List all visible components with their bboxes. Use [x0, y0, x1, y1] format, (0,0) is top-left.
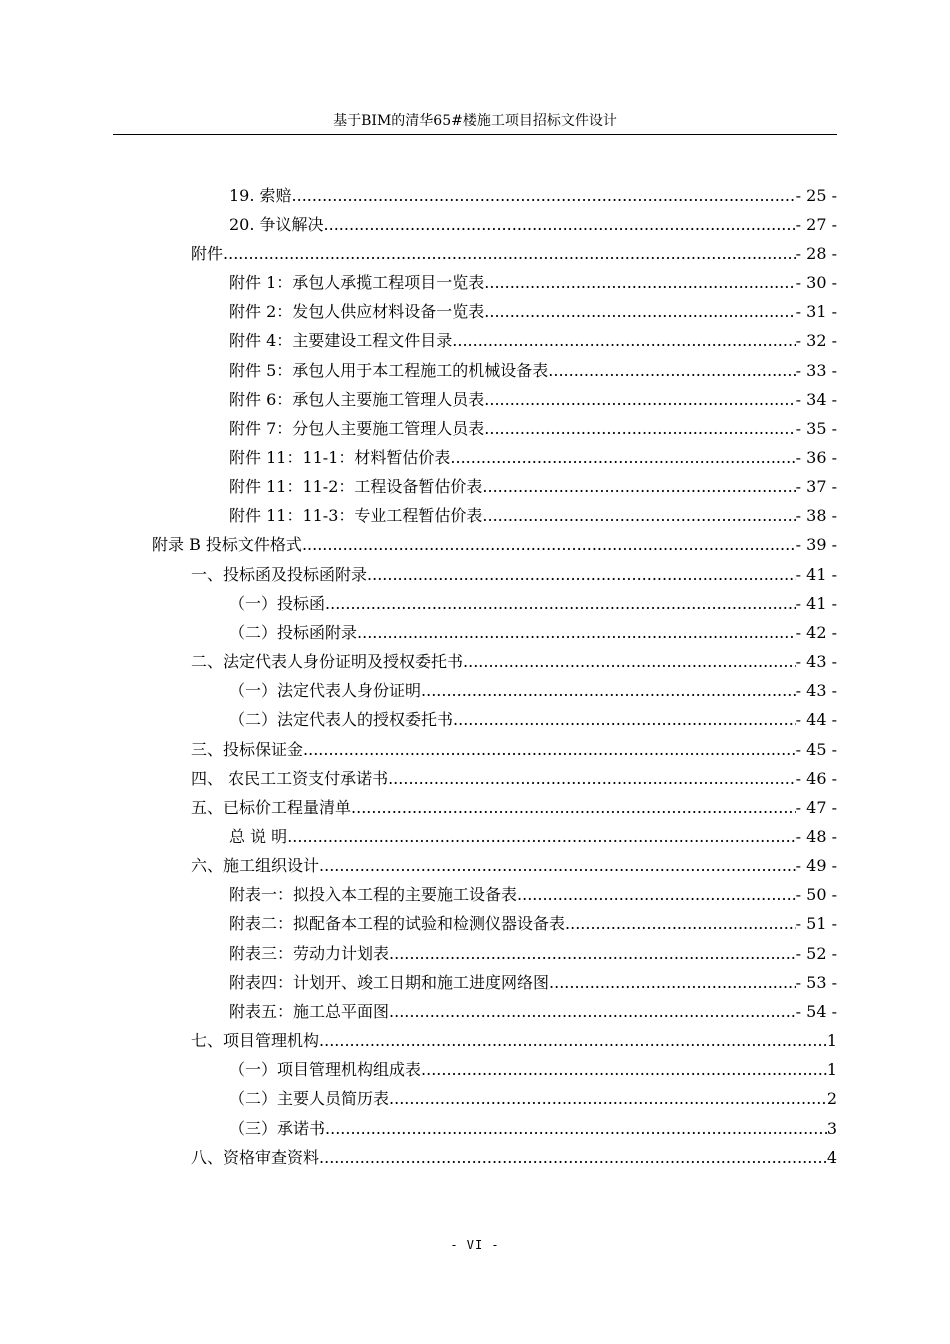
toc-entry[interactable] — [0, 910, 950, 939]
toc-entry[interactable] — [0, 414, 950, 443]
toc-entry-title: 附表五：施工总平面图 — [229, 1001, 390, 1021]
toc-entry[interactable] — [0, 1114, 950, 1143]
toc-entry[interactable] — [0, 1143, 950, 1172]
toc-dot-leader — [389, 1089, 827, 1109]
toc-entry[interactable] — [0, 239, 950, 268]
toc-entry-title: 五、已标价工程量清单 — [191, 797, 352, 817]
toc-entry[interactable] — [0, 1027, 950, 1056]
toc-dot-leader — [482, 477, 795, 497]
header-rule — [113, 134, 837, 135]
toc-dot-leader — [517, 885, 796, 905]
toc-dot-leader — [484, 419, 795, 439]
toc-dot-leader — [484, 390, 795, 410]
toc-dot-leader — [325, 1119, 827, 1139]
toc-entry-page: - 31 - — [795, 302, 837, 322]
toc-entry-page: - 28 - — [795, 243, 837, 263]
toc-entry-title: 附件 11：11-3：专业工程暂估价表 — [229, 506, 483, 526]
toc-entry[interactable] — [0, 1085, 950, 1114]
toc-entry-page: 1 — [826, 1031, 837, 1051]
toc-entry-page: - 41 - — [795, 564, 837, 584]
toc-entry-page: - 49 - — [795, 856, 837, 876]
toc-entry-page: - 50 - — [795, 885, 837, 905]
toc-entry[interactable] — [0, 793, 950, 822]
toc-dot-leader — [388, 769, 796, 789]
toc-entry[interactable] — [0, 706, 950, 735]
toc-dot-leader — [367, 565, 796, 585]
toc-entry-title: （一）投标函 — [229, 593, 326, 613]
toc-dot-leader — [351, 798, 796, 818]
toc-entry-title: 附表四：计划开、竣工日期和施工进度网络图 — [229, 972, 550, 992]
toc-entry-page: - 37 - — [795, 477, 837, 497]
toc-entry-title: 附件 — [191, 243, 224, 263]
toc-entry-page: - 52 - — [795, 943, 837, 963]
toc-dot-leader — [292, 186, 796, 206]
toc-entry-title: （一）法定代表人身份证明 — [229, 681, 422, 701]
toc-entry-title: 附表一：拟投入本工程的主要施工设备表 — [229, 885, 518, 905]
toc-entry-page: - 46 - — [795, 768, 837, 788]
toc-entry-title: 20. 争议解决 — [229, 214, 324, 234]
toc-dot-leader — [357, 623, 796, 643]
table-of-contents — [0, 181, 950, 1172]
toc-dot-leader — [325, 594, 796, 614]
toc-entry-page: - 43 - — [795, 681, 837, 701]
toc-dot-leader — [319, 1031, 827, 1051]
toc-dot-leader — [484, 273, 795, 293]
toc-entry-title: 附件 5：承包人用于本工程施工的机械设备表 — [229, 360, 549, 380]
toc-dot-leader — [324, 215, 796, 235]
toc-entry-page: - 35 - — [795, 418, 837, 438]
toc-entry-page: - 41 - — [795, 593, 837, 613]
toc-entry-page: - 47 - — [795, 797, 837, 817]
toc-entry-title: 附件 1：承包人承揽工程项目一览表 — [229, 273, 485, 293]
toc-entry-title: 四、 农民工工资支付承诺书 — [191, 768, 389, 788]
toc-entry[interactable] — [0, 764, 950, 793]
toc-entry-page: 3 — [826, 1118, 837, 1138]
toc-entry[interactable] — [0, 677, 950, 706]
toc-dot-leader — [389, 1002, 796, 1022]
toc-entry-page: 4 — [826, 1147, 837, 1167]
toc-entry-page: - 25 - — [795, 185, 837, 205]
toc-entry-page: - 34 - — [795, 389, 837, 409]
toc-entry-title: 附件 6：承包人主要施工管理人员表 — [229, 389, 485, 409]
toc-dot-leader — [319, 1148, 827, 1168]
toc-entry-title: （二）投标函附录 — [229, 622, 358, 642]
toc-dot-leader — [482, 506, 795, 526]
toc-entry[interactable] — [0, 822, 950, 851]
toc-entry-title: （二）主要人员简历表 — [229, 1089, 390, 1109]
toc-dot-leader — [453, 710, 796, 730]
toc-entry[interactable] — [0, 1056, 950, 1085]
toc-entry-title: 二、法定代表人身份证明及授权委托书 — [191, 652, 464, 672]
toc-entry-title: 总 说 明 — [229, 827, 288, 847]
toc-dot-leader — [303, 740, 796, 760]
page-number: - VI - — [450, 1238, 500, 1252]
toc-entry-page: - 42 - — [795, 622, 837, 642]
toc-entry[interactable] — [0, 502, 950, 531]
toc-entry-title: 附表三：劳动力计划表 — [229, 943, 390, 963]
toc-entry-title: （一）项目管理机构组成表 — [229, 1060, 422, 1080]
toc-entry[interactable] — [0, 268, 950, 297]
toc-entry[interactable] — [0, 968, 950, 997]
toc-entry-page: - 30 - — [795, 273, 837, 293]
toc-entry-title: 八、资格审查资料 — [191, 1147, 320, 1167]
toc-entry-page: - 54 - — [795, 1001, 837, 1021]
toc-entry-page: - 53 - — [795, 972, 837, 992]
toc-dot-leader — [319, 856, 796, 876]
toc-dot-leader — [565, 914, 796, 934]
toc-dot-leader — [389, 944, 796, 964]
toc-dot-leader — [302, 535, 796, 555]
toc-entry-title: 附表二：拟配备本工程的试验和检测仪器设备表 — [229, 914, 566, 934]
toc-entry[interactable] — [0, 648, 950, 677]
toc-entry[interactable] — [0, 735, 950, 764]
toc-entry-page: - 38 - — [795, 506, 837, 526]
toc-dot-leader — [421, 1060, 827, 1080]
toc-entry[interactable] — [0, 939, 950, 968]
toc-entry-page: 1 — [826, 1060, 837, 1080]
toc-dot-leader — [484, 302, 795, 322]
toc-entry[interactable] — [0, 181, 950, 210]
toc-dot-leader — [549, 973, 796, 993]
toc-dot-leader — [452, 331, 795, 351]
toc-entry[interactable] — [0, 589, 950, 618]
toc-entry-page: - 27 - — [795, 214, 837, 234]
toc-entry-title: 三、投标保证金 — [191, 739, 304, 759]
toc-entry-title: 一、投标函及投标函附录 — [191, 564, 368, 584]
toc-entry[interactable] — [0, 560, 950, 589]
page-header-title: 基于BIM的清华65#楼施工项目招标文件设计 — [333, 113, 617, 129]
toc-entry-page: - 44 - — [795, 710, 837, 730]
toc-entry[interactable] — [0, 210, 950, 239]
toc-entry[interactable] — [0, 531, 950, 560]
toc-entry-title: 六、施工组织设计 — [191, 856, 320, 876]
toc-entry-page: 2 — [826, 1089, 837, 1109]
toc-entry-title: 附件 4：主要建设工程文件目录 — [229, 331, 453, 351]
toc-entry[interactable] — [0, 473, 950, 502]
toc-dot-leader — [548, 361, 795, 381]
toc-entry-title: 附件 7：分包人主要施工管理人员表 — [229, 418, 485, 438]
toc-entry-title: 附件 11：11-2：工程设备暂估价表 — [229, 477, 483, 497]
toc-entry-title: 附件 11：11-1：材料暂估价表 — [229, 447, 451, 467]
toc-dot-leader — [463, 652, 796, 672]
toc-entry[interactable] — [0, 997, 950, 1026]
toc-entry-page: - 43 - — [795, 652, 837, 672]
toc-entry-page: - 48 - — [795, 827, 837, 847]
toc-dot-leader — [287, 827, 795, 847]
toc-entry[interactable] — [0, 618, 950, 647]
toc-entry-page: - 33 - — [795, 360, 837, 380]
toc-entry[interactable] — [0, 356, 950, 385]
toc-entry[interactable] — [0, 881, 950, 910]
toc-entry[interactable] — [0, 385, 950, 414]
toc-entry-page: - 45 - — [795, 739, 837, 759]
toc-dot-leader — [421, 681, 796, 701]
toc-entry-page: - 51 - — [795, 914, 837, 934]
toc-entry-title: （二）法定代表人的授权委托书 — [229, 710, 454, 730]
toc-entry-page: - 32 - — [795, 331, 837, 351]
toc-entry-title: （三）承诺书 — [229, 1118, 326, 1138]
toc-entry-page: - 39 - — [795, 535, 837, 555]
toc-entry-title: 19. 索赔 — [229, 185, 292, 205]
toc-entry[interactable] — [0, 443, 950, 472]
toc-entry[interactable] — [0, 327, 950, 356]
toc-entry[interactable] — [0, 852, 950, 881]
toc-entry-title: 附录 B 投标文件格式 — [152, 535, 302, 555]
toc-dot-leader — [223, 244, 796, 264]
toc-dot-leader — [450, 448, 795, 468]
toc-entry[interactable] — [0, 298, 950, 327]
toc-entry-title: 附件 2：发包人供应材料设备一览表 — [229, 302, 485, 322]
toc-entry-title: 七、项目管理机构 — [191, 1031, 320, 1051]
toc-entry-page: - 36 - — [795, 447, 837, 467]
